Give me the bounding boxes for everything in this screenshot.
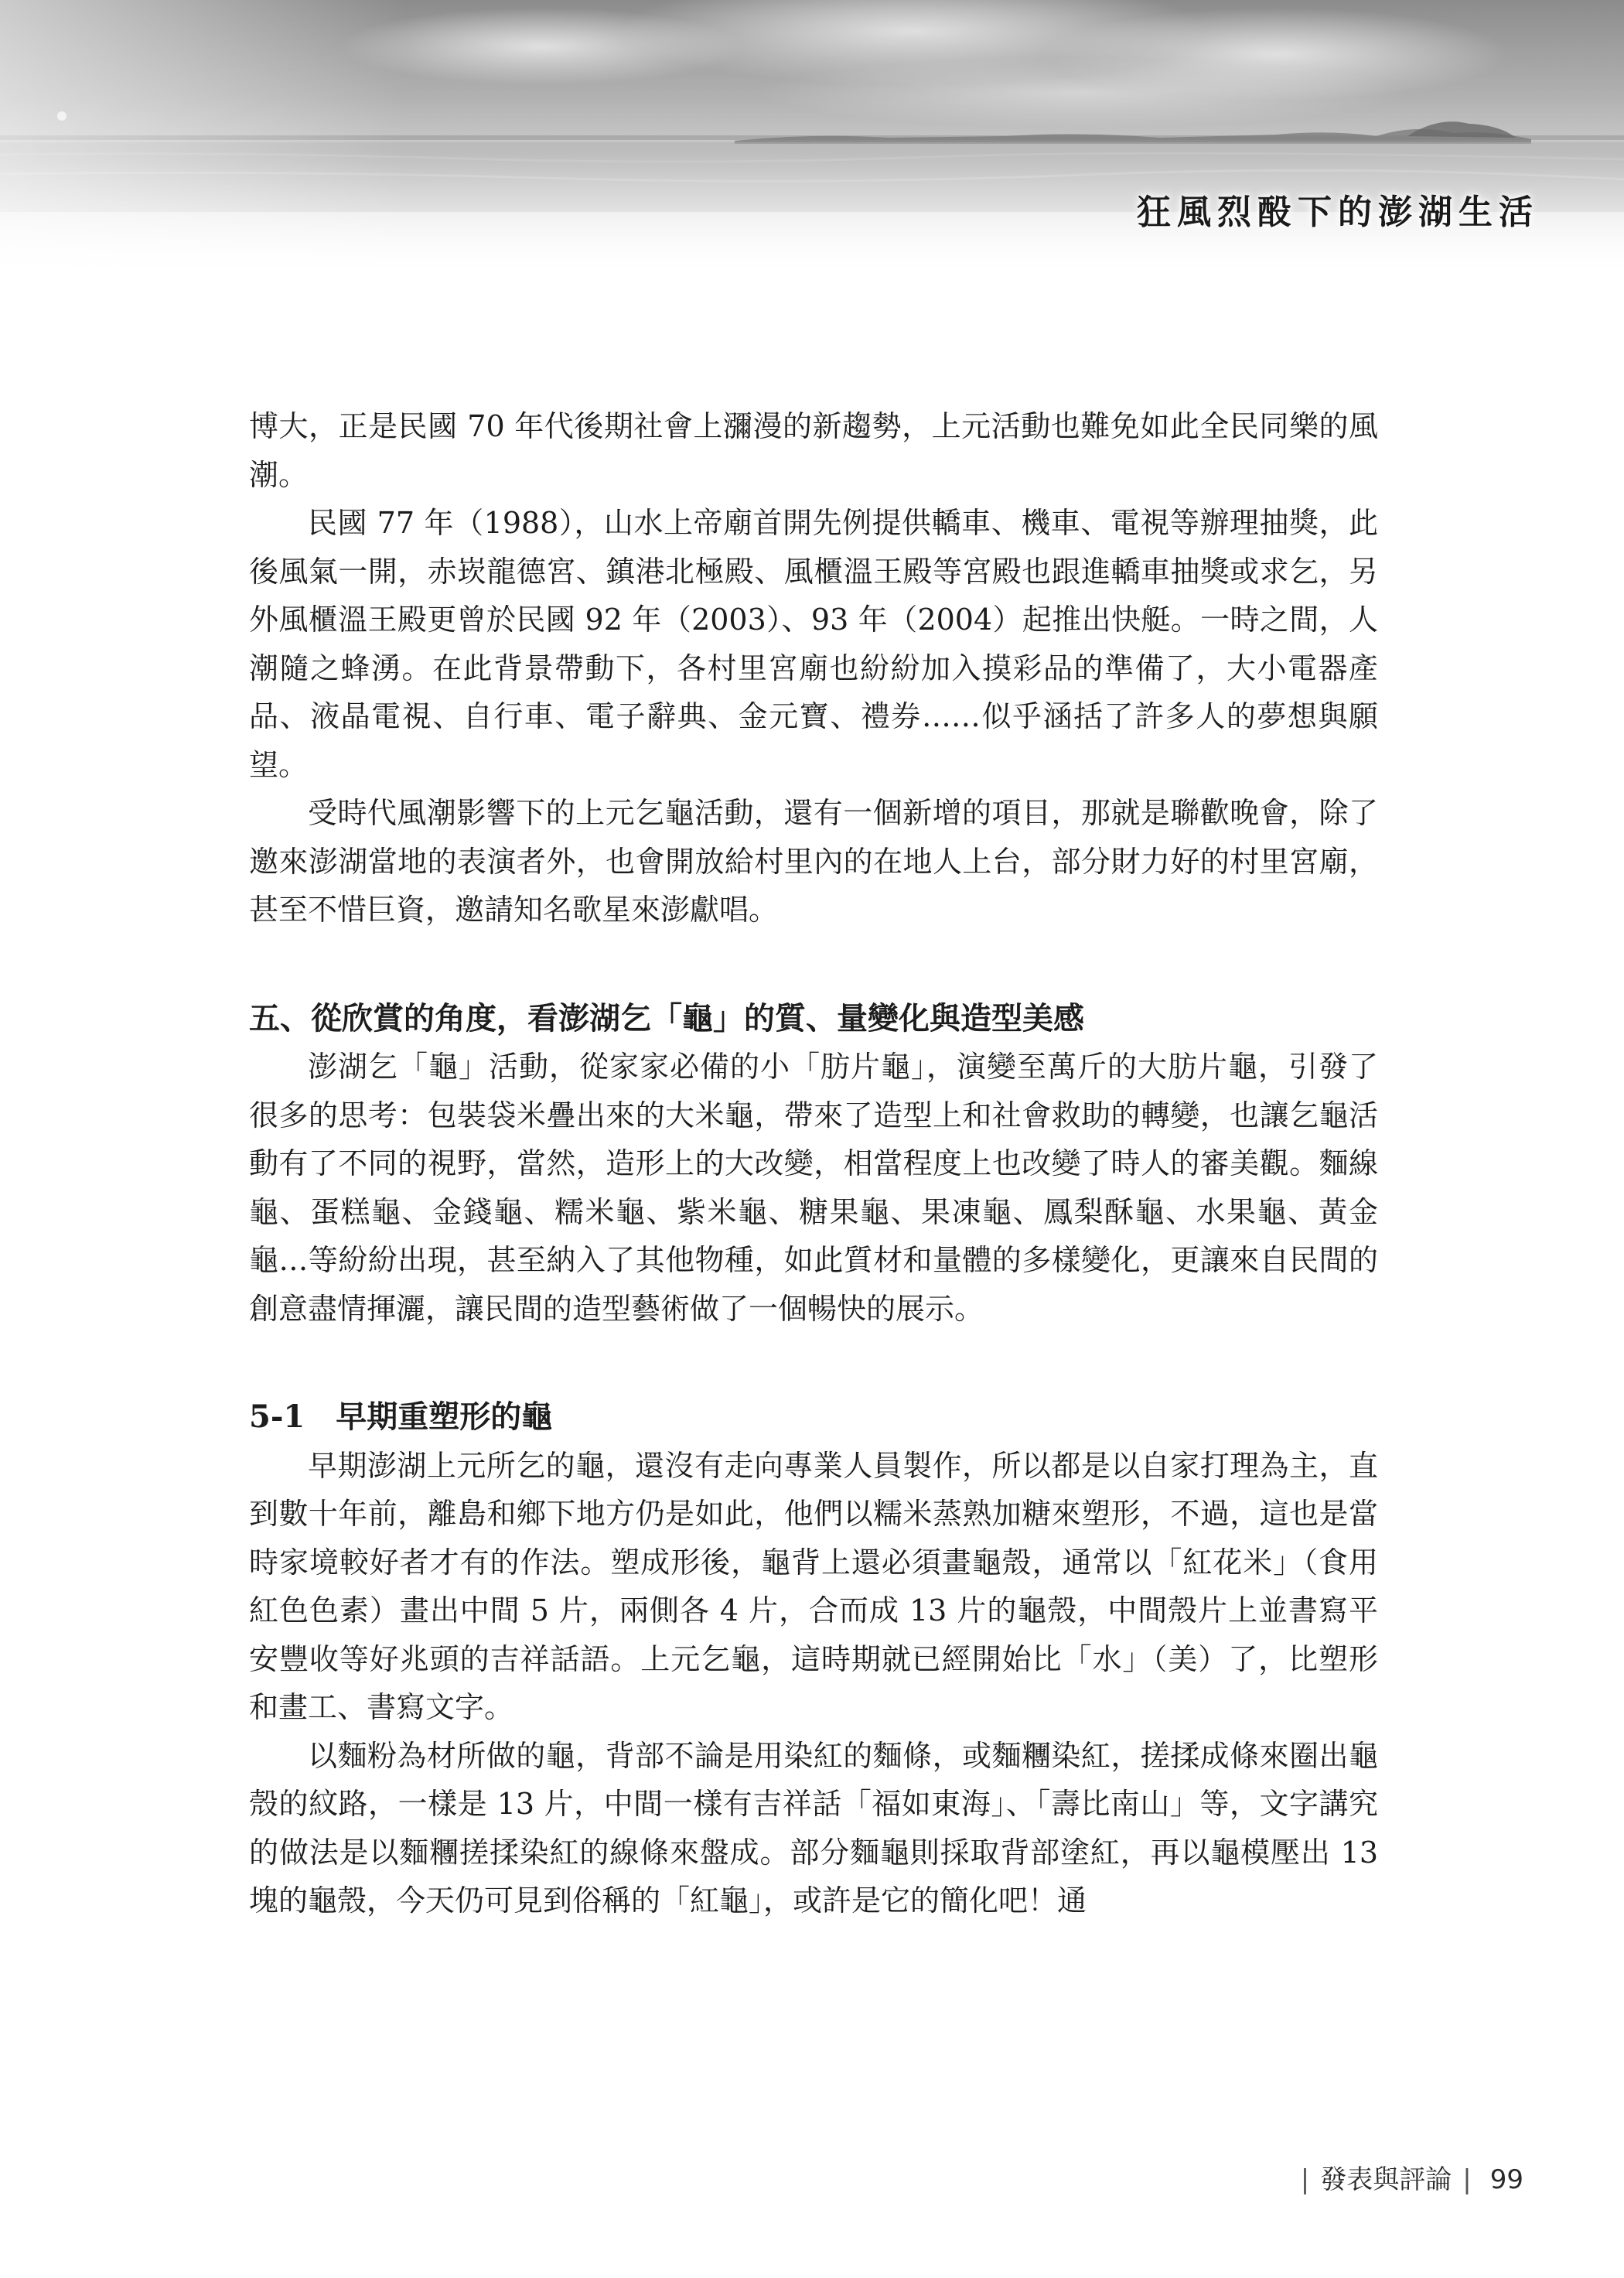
footer-separator: | [1462,2164,1472,2195]
running-title: 狂風烈酘下的澎湖生活 [1137,193,1539,232]
body-paragraph-2: 民國 77 年（1988），山水上帝廟首開先例提供轎車、機車、電視等辦理抽獎，此後風氣一開，赤崁龍德宮、鎮港北極殿、風櫃溫王殿等宮殿也跟進轎車抽獎或求乞，另外風櫃溫王殿更曾於民國 92 年（2003）、93 年（2004）起推出快艇。一時之間，人潮隨之蜂湧。在此背景帶動下，各村里宮廟也紛紛加入摸彩品的準備了，大小電器產品、液晶電視、自行車、電子辭典、金元寶、禮券……似乎涵括了許多人的夢想與願望。 [249,506,1378,782]
page-number: 99 [1489,2164,1523,2195]
page-footer [1290,2158,1523,2196]
footer-separator: | [1300,2164,1310,2195]
section-heading: 五、從欣賞的角度，看澎湖乞「龜」的質、量變化與造型美感 [249,999,1084,1037]
section-spacer [249,1333,1378,1393]
section-spacer [249,934,1378,995]
body-paragraph-3: 受時代風潮影響下的上元乞龜活動，還有一個新增的項目，那就是聯歡晚會，除了邀來澎湖當地的表演者外，也會開放給村里內的在地人上台，部分財力好的村里宮廟，甚至不惜巨資，邀請知名歌星來澎獻唱。 [249,796,1378,927]
body-paragraph-5: 早期澎湖上元所乞的龜，還沒有走向專業人員製作，所以都是以自家打理為主，直到數十年前，離島和鄉下地方仍是如此，他們以糯米蒸熟加糖來塑形，不過，這也是當時家境較好者才有的作法。塑成形後，龜背上還必須畫龜殼，通常以「紅花米」（食用紅色色素）畫出中間 5 片，兩側各 4 片，合而成 13 片的龜殼，中間殼片上並書寫平安豐收等好兆頭的吉祥話語。上元乞龜，這時期就已經開始比「水」（美）了，比塑形和畫工、書寫文字。 [249,1448,1378,1724]
subsection-title: 早期重塑形的龜 [336,1399,553,1435]
page-body [249,402,1378,1925]
body-paragraph-6: 以麵粉為材所做的龜，背部不論是用染紅的麵條，或麵糰染紅，搓揉成條來圈出龜殼的紋路，一樣是 13 片，中間一樣有吉祥話「福如東海」、「壽比南山」等，文字講究的做法是以麵糰搓揉染紅的線條來盤成。部分麵龜則採取背部塗紅，再以龜模壓出 13 塊的龜殼，今天仍可見到俗稱的「紅龜」，或許是它的簡化吧！通 [249,1738,1379,1918]
header-banner [0,0,1624,278]
body-paragraph-4: 澎湖乞「龜」活動，從家家必備的小「肪片龜」，演變至萬斤的大肪片龜，引發了很多的思考：包裝袋米疊出來的大米龜，帶來了造型上和社會救助的轉變，也讓乞龜活動有了不同的視野，當然，造形上的大改變，相當程度上也改變了時人的審美觀。麵線龜、蛋糕龜、金錢龜、糯米龜、紫米龜、糖果龜、果凍龜、鳳梨酥龜、水果龜、黃金龜…等紛紛出現，甚至納入了其他物種，如此質材和量體的多樣變化，更讓來自民間的創意盡情揮灑，讓民間的造型藝術做了一個暢快的展示。 [249,1050,1378,1326]
subsection-heading [249,1393,1378,1442]
body-paragraph-1: 博大，正是民國 70 年代後期社會上瀰漫的新趨勢，上元活動也難免如此全民同樂的風潮。 [249,409,1378,492]
seascape-photo [0,0,1624,278]
subsection-number: 5-1 [249,1399,305,1435]
footer-section-label: 發表與評論 [1320,2164,1452,2195]
